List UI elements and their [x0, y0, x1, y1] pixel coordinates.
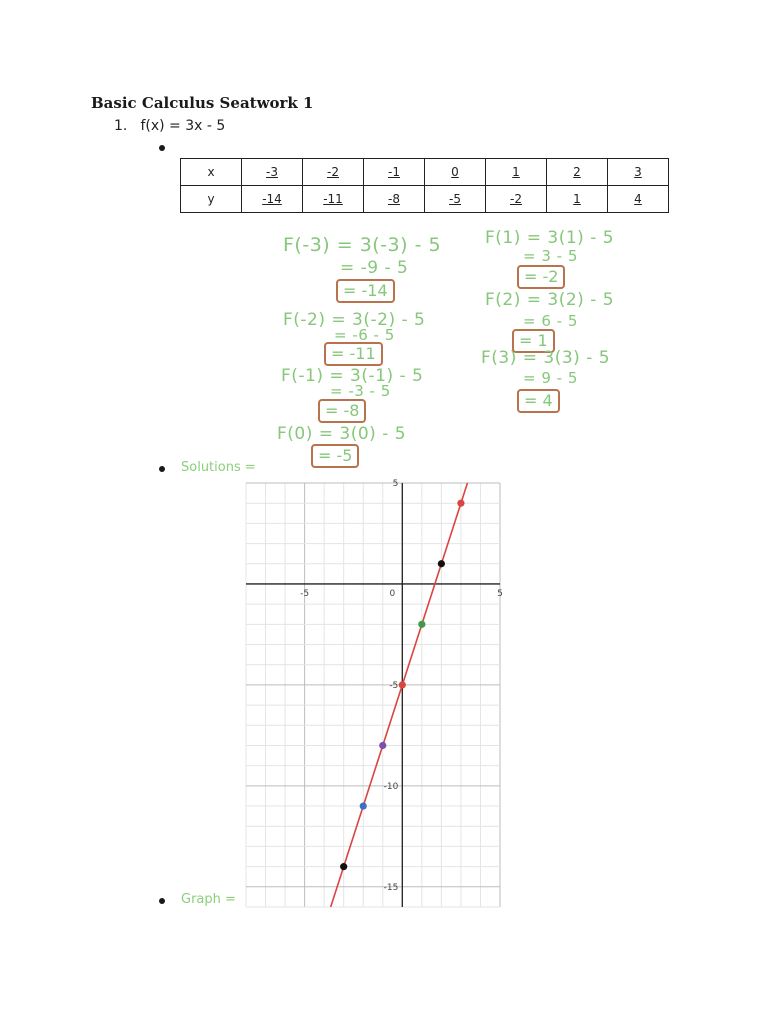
x-tick-label: 5 — [497, 588, 503, 599]
table-cell: -2 — [486, 186, 547, 213]
y-tick-label: -5 — [389, 680, 399, 691]
table-header-y: y — [181, 186, 242, 213]
function-definition: f(x) = 3x - 5 — [140, 118, 226, 134]
handwritten-step: = 9 - 5 — [523, 369, 578, 387]
table-row-y — [181, 186, 669, 213]
y-tick-label: -15 — [383, 882, 399, 893]
values-table — [180, 158, 669, 213]
handwritten-equation: F(1) = 3(1) - 5 — [485, 228, 615, 248]
data-point — [438, 560, 445, 567]
table-cell: 3 — [608, 159, 669, 186]
handwritten-step: = -9 - 5 — [340, 258, 409, 278]
table-cell: -1 — [364, 159, 425, 186]
handwritten-result-box: = -14 — [336, 279, 395, 303]
table-cell: 1 — [486, 159, 547, 186]
data-point — [399, 681, 406, 688]
function-graph — [246, 479, 503, 907]
table-header-x: x — [181, 159, 242, 186]
question-item — [114, 118, 225, 134]
bullet-table — [159, 145, 165, 151]
document-title: Basic Calculus Seatwork 1 — [91, 94, 314, 112]
handwritten-equation: F(0) = 3(0) - 5 — [277, 424, 407, 444]
handwritten-result-box: = -11 — [324, 342, 383, 366]
table-cell: -8 — [364, 186, 425, 213]
data-point — [340, 863, 347, 870]
handwritten-step: = 6 - 5 — [523, 312, 578, 330]
table-row-x — [181, 159, 669, 186]
bullet-solutions — [159, 466, 165, 472]
solutions-label: Solutions = — [181, 460, 256, 475]
handwritten-equation: F(2) = 3(2) - 5 — [485, 290, 615, 310]
y-tick-label: -10 — [383, 781, 399, 792]
handwritten-equation: F(3) = 3(3) - 5 — [481, 348, 611, 368]
graph-label: Graph = — [181, 892, 236, 907]
handwritten-step: = -3 - 5 — [330, 382, 391, 400]
handwritten-equation: F(-2) = 3(-2) - 5 — [283, 310, 426, 330]
y-tick-label: 5 — [392, 479, 399, 489]
table-cell: -5 — [425, 186, 486, 213]
table-cell: 0 — [425, 159, 486, 186]
table-cell: 4 — [608, 186, 669, 213]
data-point — [457, 500, 464, 507]
data-point — [418, 621, 425, 628]
handwritten-equation: F(-3) = 3(-3) - 5 — [283, 234, 442, 256]
handwritten-result-box: = 1 — [512, 329, 555, 353]
table-cell: -2 — [303, 159, 364, 186]
handwritten-equation: F(-1) = 3(-1) - 5 — [281, 366, 424, 386]
table-cell: -14 — [242, 186, 303, 213]
data-point — [360, 802, 367, 809]
handwritten-result-box: = -8 — [318, 399, 366, 423]
handwritten-result-box: = -2 — [517, 265, 565, 289]
item-number: 1. — [114, 118, 128, 134]
bullet-graph — [159, 898, 165, 904]
data-point — [379, 742, 386, 749]
function-line — [331, 483, 468, 907]
table-cell: -3 — [242, 159, 303, 186]
handwritten-result-box: = 4 — [517, 389, 560, 413]
handwritten-step: = -6 - 5 — [334, 326, 395, 344]
table-cell: 1 — [547, 186, 608, 213]
x-tick-label: -5 — [300, 588, 310, 599]
table-cell: -11 — [303, 186, 364, 213]
handwritten-result-box: = -5 — [311, 444, 359, 468]
x-tick-label: 0 — [389, 588, 396, 599]
handwritten-step: = 3 - 5 — [523, 247, 578, 265]
table-cell: 2 — [547, 159, 608, 186]
